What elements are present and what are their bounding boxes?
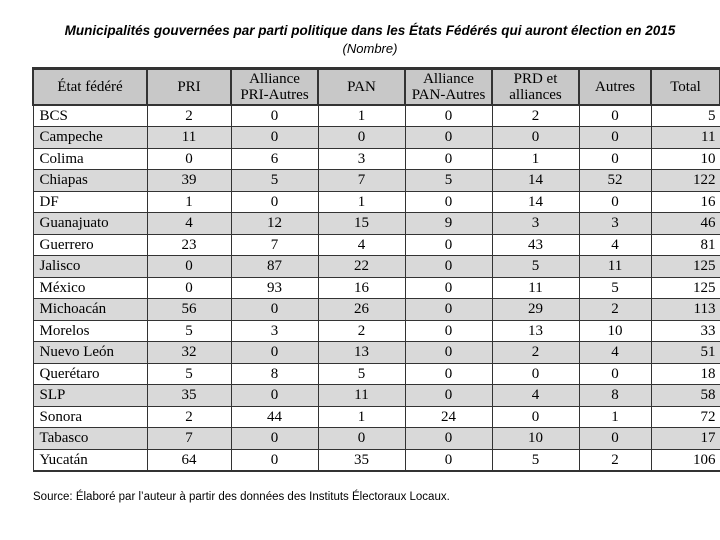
- total-cell: 81: [651, 234, 720, 256]
- value-cell: 0: [492, 127, 579, 149]
- value-cell: 0: [231, 105, 318, 127]
- state-name-cell: Campeche: [33, 127, 147, 149]
- value-cell: 5: [147, 363, 231, 385]
- value-cell: 4: [147, 213, 231, 235]
- state-name-cell: Chiapas: [33, 170, 147, 192]
- state-name-cell: Colima: [33, 148, 147, 170]
- state-name-cell: BCS: [33, 105, 147, 127]
- value-cell: 5: [492, 449, 579, 471]
- total-cell: 33: [651, 320, 720, 342]
- value-cell: 8: [231, 363, 318, 385]
- value-cell: 0: [405, 299, 492, 321]
- value-cell: 0: [405, 191, 492, 213]
- state-name-cell: Morelos: [33, 320, 147, 342]
- value-cell: 5: [492, 256, 579, 278]
- value-cell: 6: [231, 148, 318, 170]
- value-cell: 1: [318, 191, 405, 213]
- value-cell: 0: [231, 428, 318, 450]
- value-cell: 0: [405, 234, 492, 256]
- value-cell: 0: [318, 127, 405, 149]
- value-cell: 5: [318, 363, 405, 385]
- value-cell: 13: [318, 342, 405, 364]
- value-cell: 10: [492, 428, 579, 450]
- value-cell: 0: [405, 127, 492, 149]
- value-cell: 87: [231, 256, 318, 278]
- value-cell: 1: [318, 105, 405, 127]
- value-cell: 4: [579, 234, 651, 256]
- value-cell: 15: [318, 213, 405, 235]
- table-header-row: [33, 69, 720, 105]
- column-header: [147, 69, 231, 105]
- table-row: [33, 449, 720, 471]
- value-cell: 0: [231, 191, 318, 213]
- value-cell: 3: [492, 213, 579, 235]
- page-subtitle: (Nombre): [342, 41, 398, 56]
- value-cell: 11: [579, 256, 651, 278]
- column-header-text: Autres: [595, 78, 635, 95]
- value-cell: 7: [318, 170, 405, 192]
- column-header-text: PAN-Autres: [411, 86, 486, 103]
- value-cell: 14: [492, 191, 579, 213]
- value-cell: 0: [405, 342, 492, 364]
- value-cell: 2: [147, 406, 231, 428]
- table-row: [33, 342, 720, 364]
- value-cell: 43: [492, 234, 579, 256]
- total-cell: 113: [651, 299, 720, 321]
- value-cell: 0: [579, 191, 651, 213]
- total-cell: 18: [651, 363, 720, 385]
- value-cell: 24: [405, 406, 492, 428]
- state-name-cell: SLP: [33, 385, 147, 407]
- value-cell: 39: [147, 170, 231, 192]
- value-cell: 10: [579, 320, 651, 342]
- table-row: [33, 234, 720, 256]
- value-cell: 0: [405, 385, 492, 407]
- table-row: [33, 127, 720, 149]
- value-cell: 2: [492, 342, 579, 364]
- state-name-cell: Guerrero: [33, 234, 147, 256]
- value-cell: 0: [405, 105, 492, 127]
- page-title: Municipalités gouvernées par parti politique dans les États Fédérés qui auront élection en 2015: [64, 23, 676, 38]
- table-row: [33, 170, 720, 192]
- value-cell: 93: [231, 277, 318, 299]
- municipalities-table: [32, 67, 720, 472]
- value-cell: 0: [579, 148, 651, 170]
- state-name-cell: Jalisco: [33, 256, 147, 278]
- total-cell: 11: [651, 127, 720, 149]
- value-cell: 0: [405, 148, 492, 170]
- value-cell: 11: [318, 385, 405, 407]
- value-cell: 0: [231, 342, 318, 364]
- value-cell: 4: [318, 234, 405, 256]
- value-cell: 7: [231, 234, 318, 256]
- value-cell: 2: [492, 105, 579, 127]
- value-cell: 5: [231, 170, 318, 192]
- column-header: [651, 69, 720, 105]
- value-cell: 3: [579, 213, 651, 235]
- value-cell: 0: [492, 363, 579, 385]
- value-cell: 3: [231, 320, 318, 342]
- state-name-cell: Yucatán: [33, 449, 147, 471]
- value-cell: 0: [405, 256, 492, 278]
- table-row: [33, 406, 720, 428]
- value-cell: 23: [147, 234, 231, 256]
- value-cell: 0: [405, 449, 492, 471]
- value-cell: 26: [318, 299, 405, 321]
- value-cell: 2: [579, 299, 651, 321]
- value-cell: 2: [318, 320, 405, 342]
- column-header-text: Alliance: [249, 70, 300, 87]
- state-name-cell: Michoacán: [33, 299, 147, 321]
- value-cell: 0: [579, 363, 651, 385]
- value-cell: 9: [405, 213, 492, 235]
- table-row: [33, 213, 720, 235]
- value-cell: 0: [579, 428, 651, 450]
- table-row: [33, 428, 720, 450]
- value-cell: 0: [405, 277, 492, 299]
- column-header-text: PRI-Autres: [240, 86, 309, 103]
- value-cell: 2: [579, 449, 651, 471]
- value-cell: 22: [318, 256, 405, 278]
- value-cell: 4: [579, 342, 651, 364]
- table-row: [33, 320, 720, 342]
- table-row: [33, 277, 720, 299]
- table-row: [33, 191, 720, 213]
- total-cell: 122: [651, 170, 720, 192]
- value-cell: 35: [147, 385, 231, 407]
- value-cell: 11: [147, 127, 231, 149]
- column-header-text: PAN: [347, 78, 376, 95]
- state-name-cell: México: [33, 277, 147, 299]
- table-row: [33, 363, 720, 385]
- value-cell: 0: [147, 277, 231, 299]
- column-header: [492, 69, 579, 105]
- state-name-cell: Tabasco: [33, 428, 147, 450]
- value-cell: 3: [318, 148, 405, 170]
- value-cell: 0: [579, 105, 651, 127]
- state-name-cell: Querétaro: [33, 363, 147, 385]
- column-header: [318, 69, 405, 105]
- table-row: [33, 148, 720, 170]
- table-row: [33, 385, 720, 407]
- value-cell: 64: [147, 449, 231, 471]
- column-header: [405, 69, 492, 105]
- source-note: Source: Élaboré par l’auteur à partir des données des Instituts Électoraux Locaux.: [33, 491, 450, 503]
- column-header: [579, 69, 651, 105]
- total-cell: 125: [651, 256, 720, 278]
- value-cell: 0: [231, 449, 318, 471]
- total-cell: 58: [651, 385, 720, 407]
- value-cell: 12: [231, 213, 318, 235]
- value-cell: 2: [147, 105, 231, 127]
- column-header-text: Alliance: [423, 70, 474, 87]
- total-cell: 106: [651, 449, 720, 471]
- state-name-cell: Guanajuato: [33, 213, 147, 235]
- value-cell: 0: [147, 148, 231, 170]
- total-cell: 16: [651, 191, 720, 213]
- value-cell: 1: [147, 191, 231, 213]
- value-cell: 0: [231, 299, 318, 321]
- state-name-cell: Sonora: [33, 406, 147, 428]
- value-cell: 11: [492, 277, 579, 299]
- table-row: [33, 105, 720, 127]
- state-name-cell: DF: [33, 191, 147, 213]
- value-cell: 1: [318, 406, 405, 428]
- value-cell: 4: [492, 385, 579, 407]
- value-cell: 5: [405, 170, 492, 192]
- table-row: [33, 256, 720, 278]
- table-body: [33, 105, 720, 472]
- total-cell: 125: [651, 277, 720, 299]
- value-cell: 7: [147, 428, 231, 450]
- value-cell: 44: [231, 406, 318, 428]
- column-header-text: État fédéré: [57, 78, 123, 95]
- value-cell: 5: [147, 320, 231, 342]
- total-cell: 51: [651, 342, 720, 364]
- value-cell: 0: [405, 320, 492, 342]
- value-cell: 0: [579, 127, 651, 149]
- value-cell: 8: [579, 385, 651, 407]
- value-cell: 13: [492, 320, 579, 342]
- value-cell: 1: [492, 148, 579, 170]
- column-header-text: PRI: [177, 78, 201, 95]
- value-cell: 32: [147, 342, 231, 364]
- column-header-text: alliances: [509, 86, 562, 103]
- value-cell: 1: [579, 406, 651, 428]
- value-cell: 14: [492, 170, 579, 192]
- column-header: [231, 69, 318, 105]
- column-header-text: Total: [670, 78, 701, 95]
- value-cell: 0: [318, 428, 405, 450]
- value-cell: 0: [492, 406, 579, 428]
- value-cell: 0: [231, 127, 318, 149]
- value-cell: 16: [318, 277, 405, 299]
- value-cell: 35: [318, 449, 405, 471]
- total-cell: 46: [651, 213, 720, 235]
- value-cell: 56: [147, 299, 231, 321]
- total-cell: 10: [651, 148, 720, 170]
- column-header: [33, 69, 147, 105]
- value-cell: 5: [579, 277, 651, 299]
- state-name-cell: Nuevo León: [33, 342, 147, 364]
- column-header-text: PRD et: [513, 70, 558, 87]
- value-cell: 0: [405, 363, 492, 385]
- total-cell: 17: [651, 428, 720, 450]
- value-cell: 52: [579, 170, 651, 192]
- table-row: [33, 299, 720, 321]
- total-cell: 5: [651, 105, 720, 127]
- total-cell: 72: [651, 406, 720, 428]
- value-cell: 0: [405, 428, 492, 450]
- value-cell: 0: [231, 385, 318, 407]
- value-cell: 29: [492, 299, 579, 321]
- value-cell: 0: [147, 256, 231, 278]
